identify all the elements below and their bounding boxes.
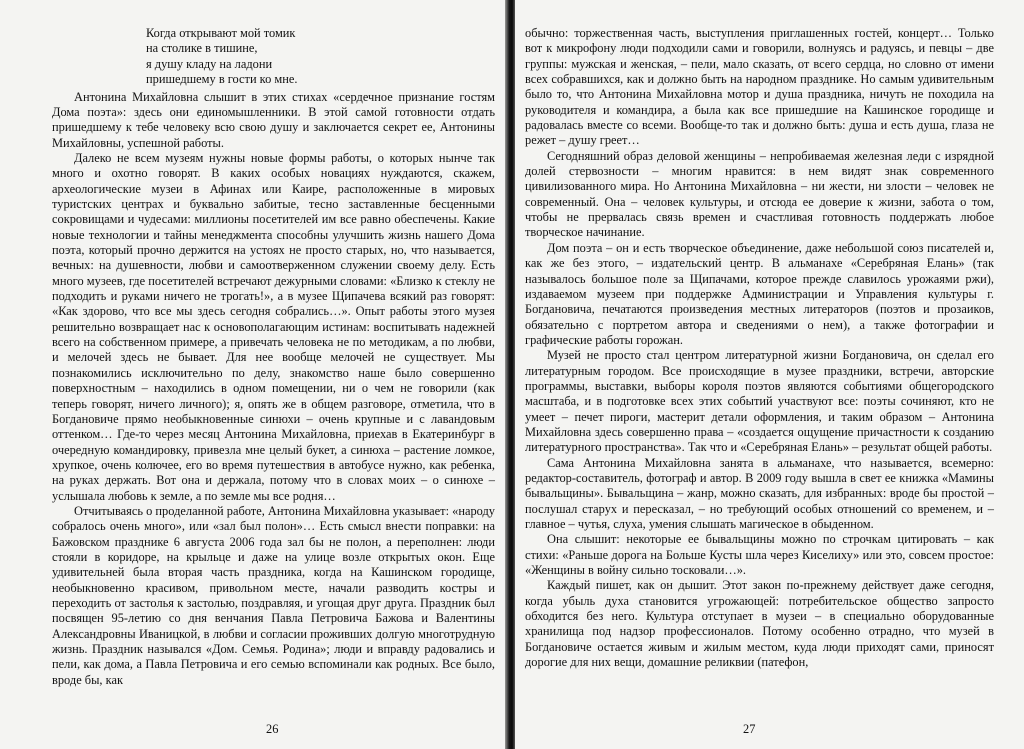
paragraph: Антонина Михайловна слышит в этих стихах «сердечное признание гостям Дома поэта»: здесь они единомышленники. В этой самой готовности отдать пришедшему к тебе человеку всю свою душу и заключается секрет ее, Антонины Михайловны, успешной работы. [52, 89, 495, 150]
left-page [0, 0, 507, 749]
poem-line: пришедшему в гости ко мне. [146, 72, 298, 87]
paragraph: Сегодняшний образ деловой женщины – непробиваемая железная леди с изрядной долей стервозности – многим нравится: в нем видят знак современного цивилизованного мира. Но Антонина Михайловна – ни жести, ни злости – человек не современный. Она – человек культуры, и отсюда ее доверие к жизни, забота о том, чтобы не прервалась связь времен и счастливая готовность поддержать любое творческое начинание. [525, 148, 994, 240]
epigraph-poem [146, 26, 495, 88]
paragraph: Она слышит: некоторые ее бывальщины можно по строчкам цитировать – как стихи: «Раньше дорога на Больше Кусты шла через Киселиху» или это, совсем простое: «Женщины в войну сильно тосковали…». [525, 532, 994, 578]
paragraph: Каждый пишет, как он дышит. Этот закон по-прежнему действует даже сегодня, когда убыль духа становится угрожающей: потребительское общество запросто обходится без него. Культура отступает в музеи – в специально оборудованные хранилища под надзор профессионалов. Потому особенно отрадно, что музей в Богдановиче остается живым и жилым местом, куда люди приходят сами, приносят дорогие для них вещи, домашние реликвии (патефон, [525, 578, 994, 670]
paragraph: Сама Антонина Михайловна занята в альманахе, что называется, всемерно: редактор-составитель, фотограф и автор. В 2009 году вышла в свет ее книжка «Мамины бывальщины». Бывальщина – жанр, можно сказать, для избранных: вроде бы простой – послушал старух и пересказал, – но требующий особых отношений со временем, и – главное – чутья, слуха, умения слышать магическое в обыденном. [525, 455, 994, 531]
paragraph: Музей не просто стал центром литературной жизни Богдановича, он сделал его литературным городом. Все происходящие в музее праздники, встречи, авторские программы, выставки, выборы короля поэтов являются событиями общегородского масштаба, и в подготовке всех этих событий участвуют все: поэты сочиняют, кто не умеет – печет пироги, мастерит детали оформления, и таким образом – Антонина Михайловна здесь совершенно права – «создается ощущение причастности к созданию литературного пространства». Так что и «Серебряная Елань» – результат общей работы. [525, 348, 994, 455]
poem-line: Когда открывают мой томик [146, 26, 296, 40]
paragraph: Далеко не всем музеям нужны новые формы работы, о которых нынче так много и охотно говорят. В каких особых новациях нуждаются, скажем, археологические музеи в Афинах или Каире, расположенные в мировых туристских центрах и буквально забитые, тесно заставленные бесценными сокровищами и чудесами: миллионы посетителей им все равно обеспечены. Какие новые технологии и тайны менеджмента способны улучшить жизнь нашего Дома поэта, который прочно держится на устоях не просто старых, но, что называется, вечных: на душевности, любви и самоотверженном служении своему делу. Есть много музеев, где посетителей встречают дежурными словами: «Близко к стеклу не подходить и руками ничего не трогать!», а в музее Щипачева всякий раз говорят: «Как здорово, что все мы здесь сегодня собрались…». Опыт работы этого музея решительно возвращает нас к основополагающим истинам: воспитывать надежней всего на собственном примере, а привечать человека не по методикам, а по любви, и мелочей здесь не бывает. Для нее вообще мелочей не существует. Мы познакомились исключительно по делу, знакомство наше было совершенно поверхностным – находились в одном помещении, ни о чем не говорили (как теперь говорят, ничего личного); я, опять же в общем разговоре, отметила, что в Богдановиче прямо необыкновенные синюхи – очень крупные и с лавандовым оттенком… Где-то через месяц Антонина Михайловна, приехав в Екатеринбург в очередную командировку, привезла мне целый букет, а синюха – растение ломкое, хрупкое, очень колючее, его во время путешествия в автобусе нужно, как ребенка, на руках держать. Вот она и держала, потому что в словах моих – о синюхе – услышала любовь к земле, а по земле мы все родня… [52, 151, 495, 503]
paragraph: Отчитываясь о проделанной работе, Антонина Михайловна указывает: «народу собралось очень много», или «зал был полон»… Есть смысл внести поправки: на Бажовском празднике 6 августа 2006 года зал бы не полон, а переполнен: люди стояли в коридоре, на крыльце и даже на улице возле открытых окон. Еще удивительней была вторая часть праздника, когда на Кашинском городище, необыкновенно красивом, привольном месте, начали разводить костры и переходить от застолья к застолью, поздравляя, и угощая друг друга. Праздник был посвящен 95-летию со дня венчания Павла Петровича Бажова и Валентины Александровны Иваницкой, в любви и согласии проживших долгую многотрудную жизнь. Праздник назывался «Дом. Семья. Родина»; люди и вправду радовались и пели, как дома, а Павла Петровича и его семью вспоминали как родных. Все было, вроде бы, как [52, 503, 495, 687]
paragraph: обычно: торжественная часть, выступления приглашенных гостей, концерт… Только вот к микрофону люди подходили сами и говорили, волнуясь и радуясь, и певцы – две группы: мужская и женская, – пели, мало сказать, от всего сердца, но словно от имени всех собравшихся, как и должно быть на народном празднике. Но самым удивительным было то, что Антонина Михайловна мотор и душа праздника, ничуть не походила на руководителя и командира, а была как все пришедшие на Кашинское городище и радовалась вместе со всеми. Вообще-то так и должно быть: душа и есть душа, глаза не режет – душу греет… [525, 26, 994, 148]
page-number: 26 [266, 722, 279, 736]
poem-line: я душу кладу на ладони [146, 56, 273, 71]
right-page [515, 0, 1024, 749]
page-number: 27 [743, 722, 756, 736]
paragraph: Дом поэта – он и есть творческое объединение, даже небольшой союз писателей и, как же без этого, – издательский центр. В альманахе «Серебряная Елань» (так называлось большое поле за Щипачами, которое прежде славилось урожаями ржи), издаваемом музеем при поддержке Администрации и Управления культуры г. Богдановича, печатаются произведения местных литераторов (поэтов и прозаиков, обязательно с портретом автора и сведениями о нем), а также фотографии и графические работы горожан. [525, 240, 994, 347]
poem-line: на столике в тишине, [146, 41, 258, 56]
